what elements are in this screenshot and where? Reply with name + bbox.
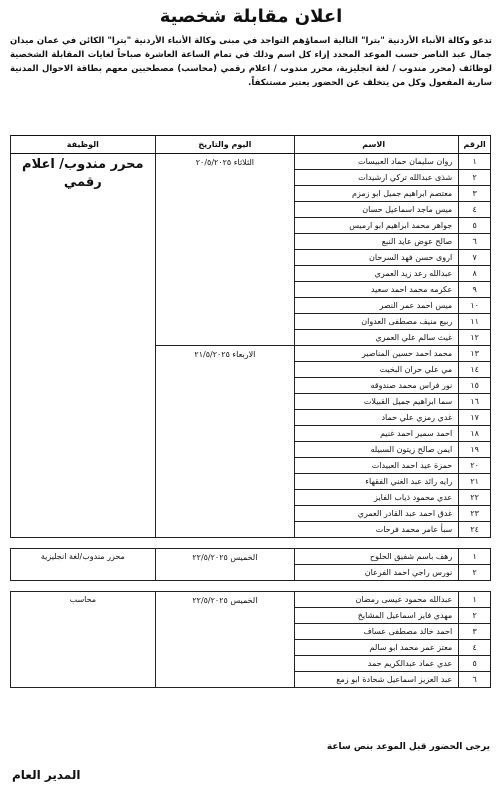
row-number: ٢ bbox=[459, 608, 491, 624]
row-number: ١ bbox=[459, 592, 491, 608]
row-number: ١٤ bbox=[459, 362, 491, 378]
page-title: اعلان مقابلة شخصية bbox=[159, 6, 343, 27]
candidate-name: رايه رائد عبد الغني الفقهاء bbox=[295, 474, 459, 490]
header-name: الاسم bbox=[295, 136, 459, 154]
candidate-name: محمد احمد حسين المناصير bbox=[295, 346, 459, 362]
candidate-name: ميس ماجد اسماعيل حسان bbox=[295, 202, 459, 218]
table-row bbox=[11, 592, 491, 608]
row-number: ٤ bbox=[459, 640, 491, 656]
candidate-name: اروى حسن فهد السرحان bbox=[295, 250, 459, 266]
candidate-name: روان سليمان حماد العبيسات bbox=[295, 154, 459, 170]
header-job: الوظيفة bbox=[11, 136, 156, 154]
candidate-name: ربيع منيف مصطفى العدوان bbox=[295, 314, 459, 330]
candidate-name: رهف باسم شفيق الحلوح bbox=[295, 549, 459, 565]
intro-paragraph: تدعو وكالة الأنباء الأردنية "بترا" التالية اسماؤهم التواجد في مبنى وكالة الأنباء الأردنية "بترا" الكائن في عمان ميدان جمال عبد الناصر حسب الموعد المحدد إزاء كل اسم وذلك في تمام الساعة العاشرة صباحاً لغايات المقابلة الشخصية لوظائف (محرر مندوب / لغة انجليزية، محرر مندوب / اعلام رقمي (محاسب) مصطحبين معهم بطاقة الاحوال المدنية سارية المفعول وكل من يتخلف عن الحضور يعتبر مستنكفاً. bbox=[10, 36, 492, 88]
row-number: ١٣ bbox=[459, 346, 491, 362]
interview-date: الخميس ٢٢/٥/٢٠٢٥ bbox=[155, 549, 294, 581]
row-number: ٨ bbox=[459, 266, 491, 282]
candidates-table bbox=[10, 135, 491, 688]
row-number: ١١ bbox=[459, 314, 491, 330]
row-number: ٢ bbox=[459, 565, 491, 581]
candidate-name: غدق احمد عبد القادر العمري bbox=[295, 506, 459, 522]
row-number: ٢١ bbox=[459, 474, 491, 490]
spacer-cell bbox=[11, 581, 491, 592]
candidate-name: ميس احمد عمر النصر bbox=[295, 298, 459, 314]
row-number: ٦ bbox=[459, 234, 491, 250]
candidate-name: عبدالله محمود عيسى رمضان bbox=[295, 592, 459, 608]
group-spacer bbox=[11, 538, 491, 549]
candidate-name: عبد العزيز اسماعيل شحادة ابو زمع bbox=[295, 672, 459, 688]
row-number: ٢٤ bbox=[459, 522, 491, 538]
row-number: ٩ bbox=[459, 282, 491, 298]
group-spacer bbox=[11, 581, 491, 592]
signature: المدير العام bbox=[12, 768, 81, 782]
interview-date: الاربعاء ٢١/٥/٢٠٢٥ bbox=[155, 346, 294, 538]
spacer-cell bbox=[11, 538, 491, 549]
candidate-name: شذى عبدالله تركي ارشيدات bbox=[295, 170, 459, 186]
row-number: ١ bbox=[459, 549, 491, 565]
candidate-name: عكرمه محمد احمد سعيد bbox=[295, 282, 459, 298]
table-row bbox=[11, 549, 491, 565]
candidate-name: احمد خالد مصطفى عساف bbox=[295, 624, 459, 640]
row-number: ١٥ bbox=[459, 378, 491, 394]
candidate-name: غدي رمزي علي حماد bbox=[295, 410, 459, 426]
candidate-name: صالح عوض عايد النبع bbox=[295, 234, 459, 250]
interview-date: الثلاثاء ٢٠/٥/٢٠٢٥ bbox=[155, 154, 294, 346]
candidate-name: مي علي حران البخيت bbox=[295, 362, 459, 378]
row-number: ٧ bbox=[459, 250, 491, 266]
header-number: الرقم bbox=[459, 136, 491, 154]
row-number: ١٠ bbox=[459, 298, 491, 314]
row-number: ٢٣ bbox=[459, 506, 491, 522]
candidate-name: عدي عماد عبدالكريم حمد bbox=[295, 656, 459, 672]
candidate-name: نورس راجي احمد الفرعان bbox=[295, 565, 459, 581]
row-number: ٢ bbox=[459, 170, 491, 186]
job-title: محرر مندوب/ اعلام رقمي bbox=[11, 154, 156, 538]
footer-note: يرجى الحضور قبل الموعد بنص ساعة bbox=[326, 742, 490, 752]
row-number: ٤ bbox=[459, 202, 491, 218]
table-row bbox=[11, 154, 491, 170]
row-number: ١٢ bbox=[459, 330, 491, 346]
header-date: اليوم والتاريخ bbox=[155, 136, 294, 154]
row-number: ٥ bbox=[459, 656, 491, 672]
row-number: ٢٠ bbox=[459, 458, 491, 474]
candidate-name: مهدي فايز اسماعيل المشايخ bbox=[295, 608, 459, 624]
candidate-name: معتز عمر محمد ابو سالم bbox=[295, 640, 459, 656]
candidate-name: عبدالله رعد زيد العمري bbox=[295, 266, 459, 282]
row-number: ٣ bbox=[459, 624, 491, 640]
row-number: ٢٢ bbox=[459, 490, 491, 506]
candidate-name: سما ابراهيم جميل القبيلات bbox=[295, 394, 459, 410]
candidate-name: ايمن صالح زيتون السبيله bbox=[295, 442, 459, 458]
candidate-name: سبأ عامر محمد فرحات bbox=[295, 522, 459, 538]
row-number: ١٦ bbox=[459, 394, 491, 410]
job-title: محاسب bbox=[11, 592, 156, 688]
table-header-row bbox=[11, 136, 491, 154]
table-body bbox=[11, 154, 491, 688]
candidate-name: نور فراس محمد صندوقه bbox=[295, 378, 459, 394]
row-number: ٦ bbox=[459, 672, 491, 688]
row-number: ١ bbox=[459, 154, 491, 170]
row-number: ١٩ bbox=[459, 442, 491, 458]
row-number: ١٧ bbox=[459, 410, 491, 426]
candidate-name: احمد سمير احمد غنيم bbox=[295, 426, 459, 442]
job-title: محرر مندوب/لغة انجليزية bbox=[11, 549, 156, 581]
interview-date: الخميس ٢٢/٥/٢٠٢٥ bbox=[155, 592, 294, 688]
row-number: ١٨ bbox=[459, 426, 491, 442]
candidate-name: عدي محمود ذياب الفايز bbox=[295, 490, 459, 506]
candidate-name: جواهر محمد ابراهيم ابو ارميس bbox=[295, 218, 459, 234]
row-number: ٥ bbox=[459, 218, 491, 234]
candidate-name: معتصم ابراهيم جميل ابو زمزم bbox=[295, 186, 459, 202]
candidate-name: غيث سالم علي العمري bbox=[295, 330, 459, 346]
candidate-name: حمزة عيد احمد العبيدات bbox=[295, 458, 459, 474]
row-number: ٣ bbox=[459, 186, 491, 202]
